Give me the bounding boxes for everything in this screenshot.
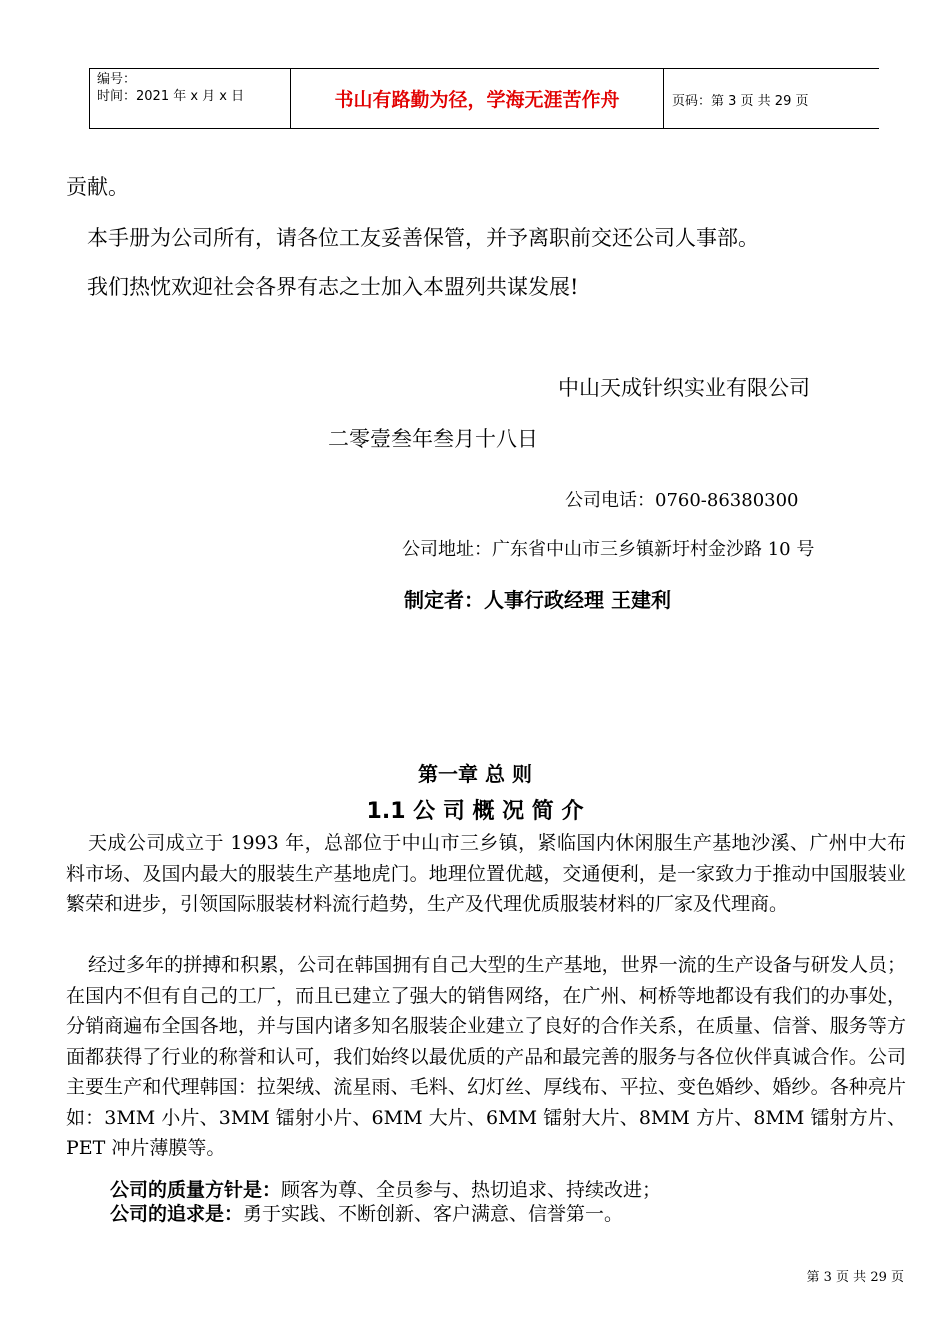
- paragraph-2: 经过多年的拼搏和积累，公司在韩国拥有自己大型的生产基地，世界一流的生产设备与研发人员；在国内不但有自己的工厂，而且已建立了强大的销售网络，在广州、柯桥等地都设有我们的办事处，分销商遍布全国各地，并与国内诸多知名服装企业建立了良好的合作关系，在质量、信誉、服务等方面都获得了行业的称誉和认可，我们始终以最优质的产品和最完善的服务与各位伙伴真诚合作。公司主要生产和代理韩国：拉架绒、流星雨、毛料、幻灯丝、厚线布、平拉、变色婚纱、婚纱。各种亮片如：3MM 小片、3MM 镭射小片、6MM 大片、6MM 镭射大片、8MM 方片、8MM 镭射方片、PET 冲片薄膜等。: [66, 954, 906, 1159]
- signature-date: 二零壹叁年叁月十八日: [328, 427, 538, 451]
- header-divider: [663, 68, 664, 129]
- quality-policy-text: 顾客为尊、全员参与、热切追求、持续改进；: [281, 1179, 662, 1201]
- company-phone: 公司电话：0760-86380300: [565, 490, 799, 511]
- company-pursuit-text: 勇于实践、不断创新、客户满意、信誉第一。: [243, 1203, 624, 1225]
- header-meta: [97, 71, 244, 105]
- company-pursuit-label: 公司的追求是：: [110, 1203, 244, 1225]
- section-title: 1.1 公 司 概 况 简 介: [366, 799, 584, 824]
- quality-policy-label: 公司的质量方针是：: [110, 1179, 282, 1201]
- header-time-label: 时间：2021 年 x 月 x 日: [97, 89, 245, 104]
- intro-line-1: 贡献。: [66, 175, 129, 199]
- page-header: [89, 68, 879, 129]
- company-address: 公司地址：广东省中山市三乡镇新圩村金沙路 10 号: [402, 539, 815, 560]
- header-page-label: 页码：第 3 页 共 29 页: [672, 94, 809, 109]
- header-divider: [89, 68, 90, 129]
- intro-line-2: 本手册为公司所有，请各位工友妥善保管，并予离职前交还公司人事部。: [87, 226, 759, 250]
- footer-page-number: 第 3 页 共 29 页: [806, 1270, 904, 1285]
- header-motto: 书山有路勤为径，学海无涯苦作舟: [334, 89, 620, 111]
- header-number-label: 编号：: [97, 72, 137, 87]
- chapter-title: 第一章 总 则: [418, 762, 532, 786]
- company-pursuit: [110, 1199, 623, 1226]
- company-name: 中山天成针织实业有限公司: [558, 376, 810, 400]
- intro-line-3: 我们热忱欢迎社会各界有志之士加入本盟列共谋发展!: [87, 275, 579, 299]
- paragraph-1: 天成公司成立于 1993 年，总部位于中山市三乡镇，紧临国内休闲服生产基地沙溪、广州中大布料市场、及国内最大的服装生产基地虎门。地理位置优越，交通便利，是一家致力于推动中国服装业繁荣和进步，引领国际服装材料流行趋势，生产及代理优质服装材料的厂家及代理商。: [66, 832, 906, 915]
- quality-policy: [110, 1175, 661, 1202]
- author-line: 制定者：人事行政经理 王建利: [404, 588, 671, 612]
